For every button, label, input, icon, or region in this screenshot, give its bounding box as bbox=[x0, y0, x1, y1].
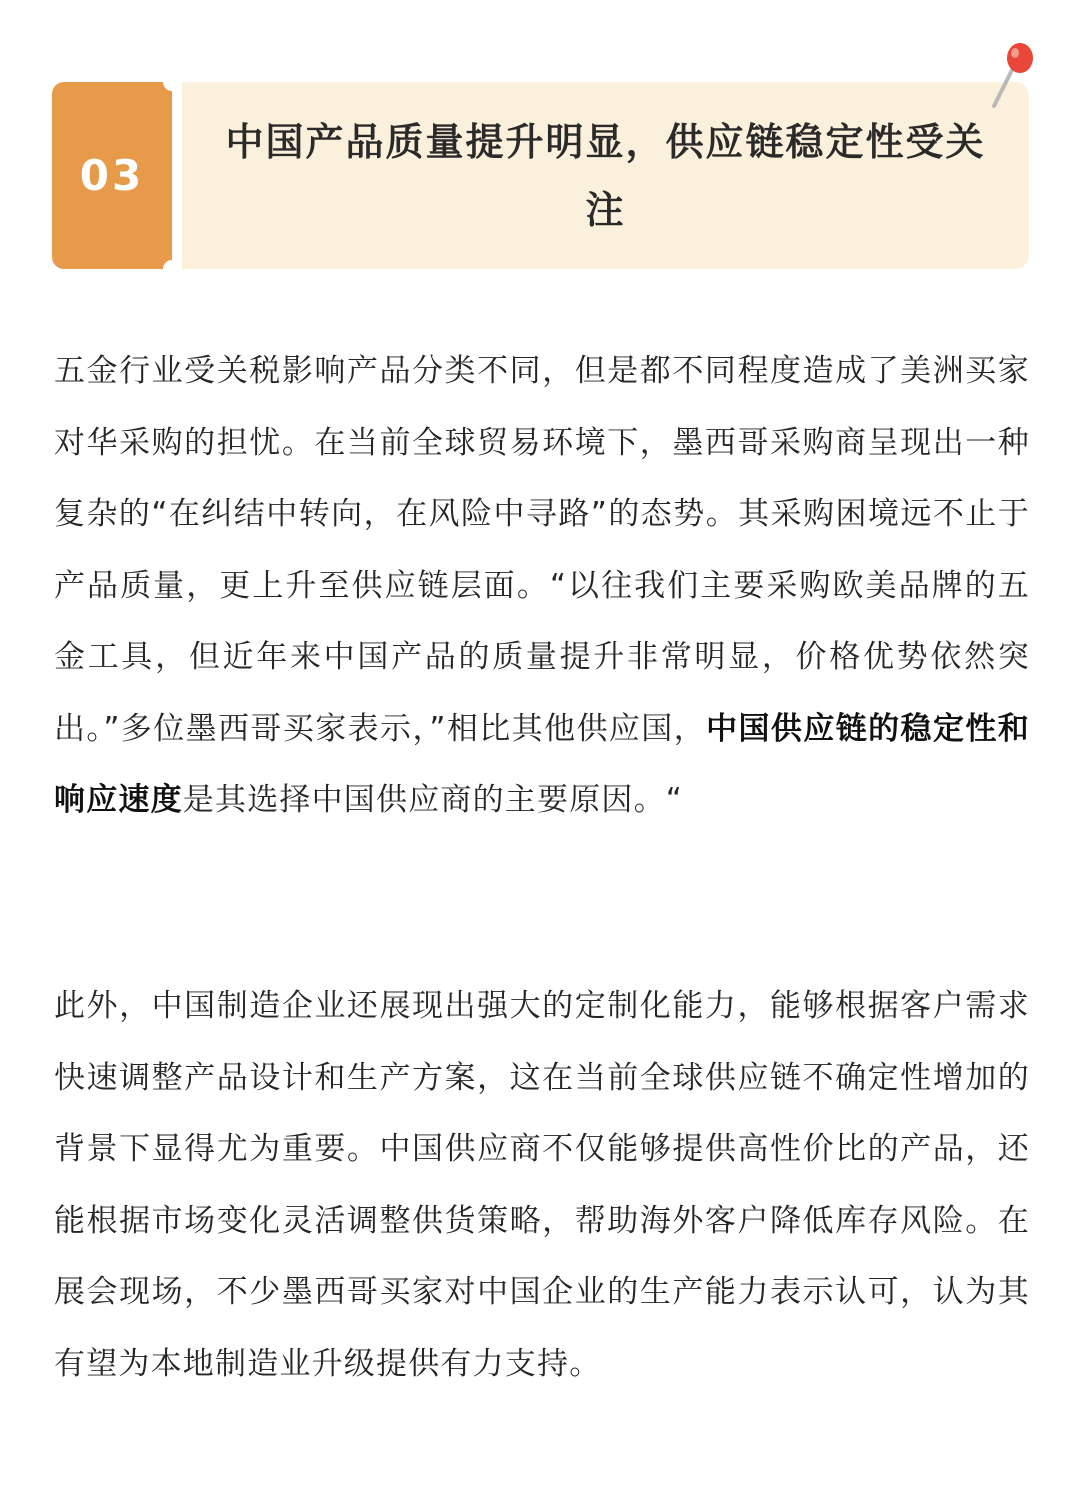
section-title: 中国产品质量提升明显，供应链稳定性受关注 bbox=[225, 119, 986, 232]
paragraph-1-text: 五金行业受关税影响产品分类不同，但是都不同程度造成了美洲买家对华采购的担忧。在当前全球贸易环境下，墨西哥采购商呈现出一种复杂的“在纠结中转向，在风险中寻路”的态势。其采购困境远不止于产品质量，更上升至供应链层面。“以往我们主要采购欧美品牌的五金工具，但近年来中国产品的质量提升非常明显，价格优势依然突出。”多位墨西哥买家表示，”相比其他供应国， bbox=[54, 353, 1030, 747]
paragraph-1-emphasis: 中国供应链的稳定性和响应速度 bbox=[54, 710, 1030, 818]
section-header bbox=[52, 82, 1029, 269]
section-title-box bbox=[182, 82, 1029, 269]
ticket-notch-top bbox=[163, 73, 181, 91]
paragraph-1-text-end: 是其选择中国供应商的主要原因。“ bbox=[182, 782, 684, 818]
paragraph-2: 此外，中国制造企业还展现出强大的定制化能力，能够根据客户需求快速调整产品设计和生产方案，这在当前全球供应链不确定性增加的背景下显得尤为重要。中国供应商不仅能够提供高性价比的产品，还能根据市场变化灵活调整供货策略，帮助海外客户降低库存风险。在展会现场，不少墨西哥买家对中国企业的生产能力表示认可，认为其有望为本地制造业升级提供有力支持。 bbox=[54, 988, 1030, 1382]
section-number-badge bbox=[52, 82, 172, 269]
paragraph-1 bbox=[54, 336, 1030, 837]
section-number: 03 bbox=[79, 151, 145, 200]
ticket-notch-bottom bbox=[163, 260, 181, 278]
pushpin-icon bbox=[990, 40, 1034, 110]
